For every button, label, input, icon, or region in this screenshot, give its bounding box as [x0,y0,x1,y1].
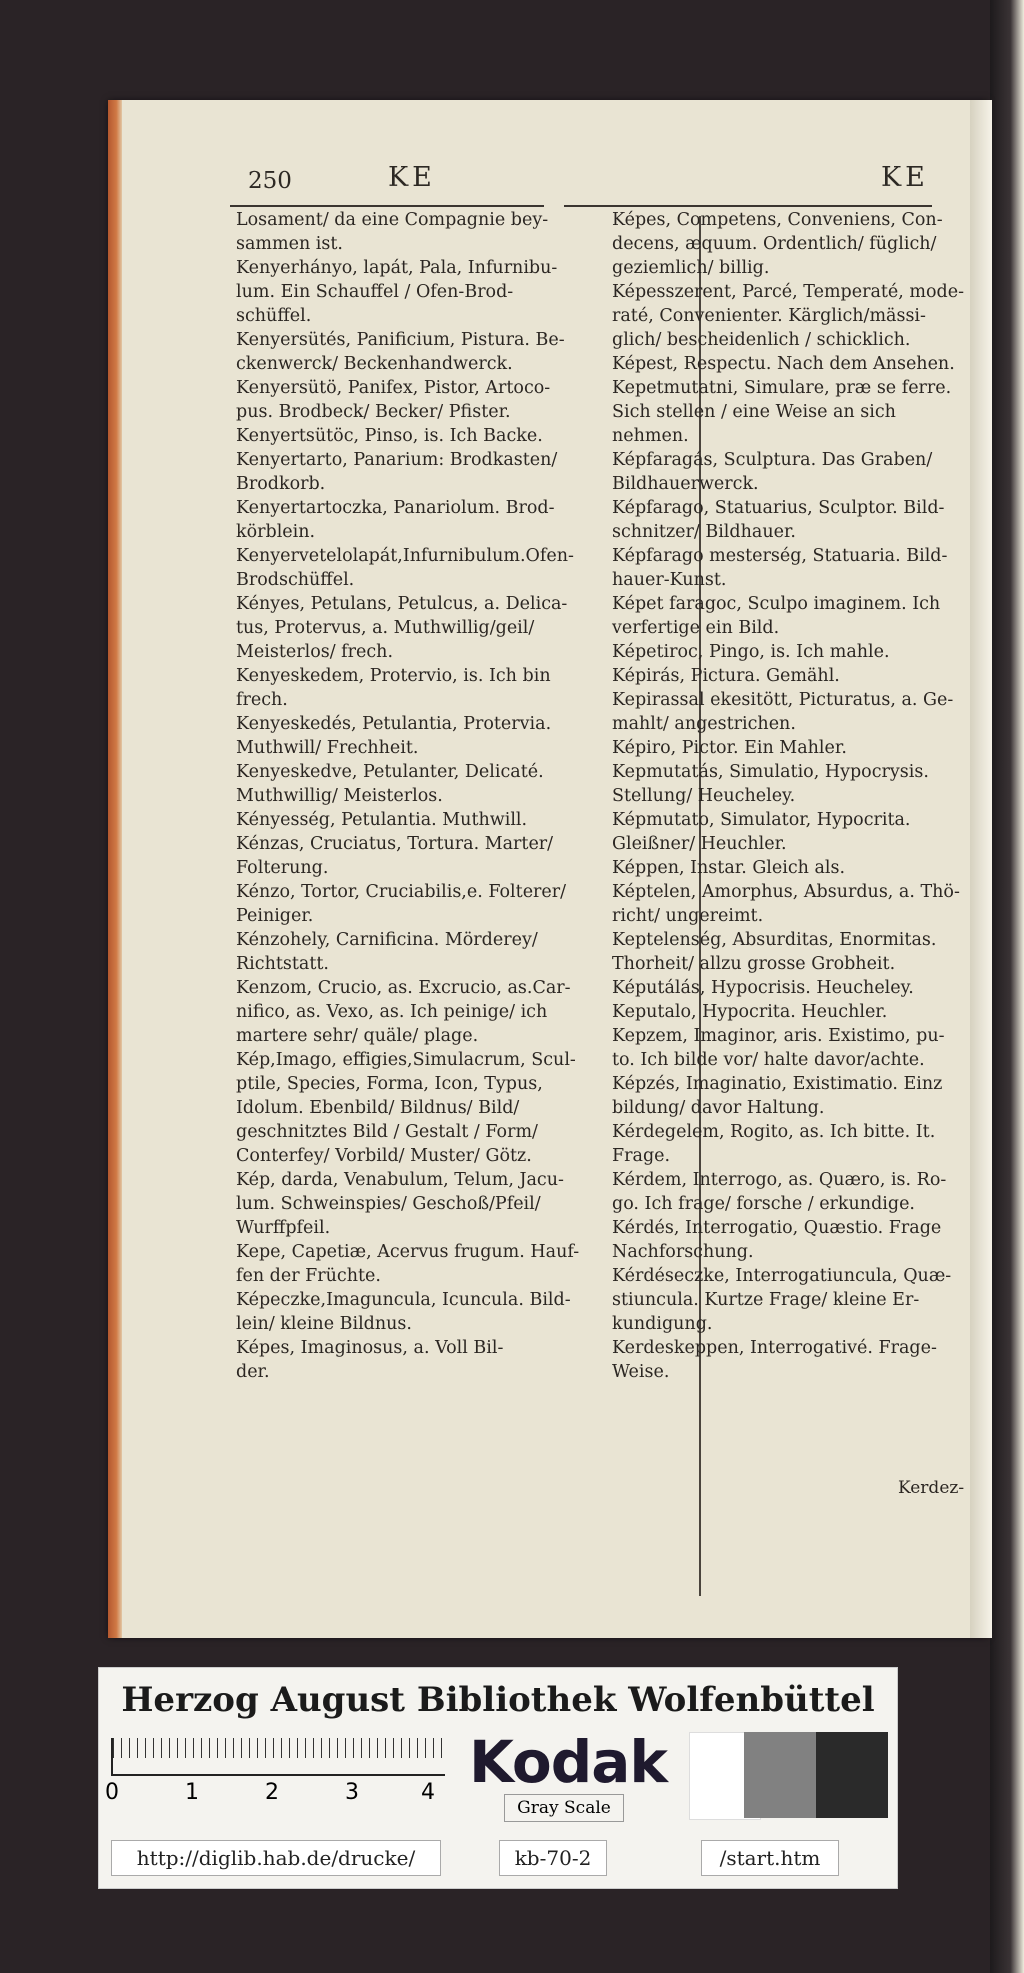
dictionary-line: Peiniger. [236,906,314,926]
dictionary-line: Kérdés, Interrogatio, Quæstio. Frage [612,1218,942,1238]
dictionary-line: geziemlich/ billig. [612,258,770,278]
ruler-labels [105,1780,435,1808]
dictionary-line: Kenyertsütöc, Pinso, is. Ich Backe. [236,426,543,446]
dictionary-line: Gleißner/ Heuchler. [612,834,787,854]
dictionary-line: Muthwill/ Frechheit. [236,738,419,758]
gray-swatch [744,1732,816,1818]
dictionary-line: martere sehr/ quäle/ plage. [236,1026,479,1046]
dictionary-line: kundigung. [612,1314,713,1334]
header-rule-left [230,205,544,207]
dictionary-line: hauer-Kunst. [612,570,727,590]
dictionary-line: Nachforschung. [612,1242,754,1262]
dictionary-line: Wurffpfeil. [236,1218,331,1238]
dictionary-line: Képfarago mesterség, Statuaria. Bild- [612,546,948,566]
dictionary-line: Kenyersütö, Panifex, Pistor, Artoco- [236,378,551,398]
dictionary-line: Bildhauerwerck. [612,474,759,494]
dictionary-line: Kenzom, Crucio, as. Excrucio, as.Car- [236,978,571,998]
running-head-left: KE [388,162,436,193]
dictionary-line: Kénzohely, Carnificina. Mörderey/ [236,930,538,950]
dictionary-line: Képesszerent, Parcé, Temperaté, mode- [612,282,965,302]
dictionary-line: Képiro, Pictor. Ein Mahler. [612,738,847,758]
dictionary-line: Kepetmutatni, Simulare, præ se ferre. [612,378,952,398]
dictionary-line: Képfarago, Statuarius, Sculptor. Bild- [612,498,945,518]
dictionary-line: Kenyersütés, Panificium, Pistura. Be- [236,330,565,350]
right-column [612,208,978,1384]
ruler-label: 4 [421,1780,435,1805]
dictionary-line: Képmutato, Simulator, Hypocrita. [612,810,911,830]
measure-ruler [111,1738,443,1774]
ruler-label: 3 [345,1780,359,1805]
dictionary-line: Kepirassal ekesitött, Picturatus, a. Ge- [612,690,954,710]
dictionary-line: Keptelenség, Absurditas, Enormitas. [612,930,937,950]
dictionary-line: Képutálás, Hypocrisis. Heucheley. [612,978,914,998]
dictionary-line: nehmen. [612,426,689,446]
dictionary-line: Képeczke,Imaguncula, Icuncula. Bild- [236,1290,571,1310]
dictionary-line: Képfaragás, Sculptura. Das Graben/ [612,450,933,470]
dictionary-line: Keputalo, Hypocrita. Heuchler. [612,1002,888,1022]
running-head-right: KE [881,162,929,193]
url-prefix[interactable]: http://diglib.hab.de/drucke/ [111,1840,441,1876]
dictionary-line: frech. [236,690,288,710]
dictionary-line: Frage. [612,1146,671,1166]
dictionary-line: Kenyertarto, Panarium: Brodkasten/ [236,450,558,470]
ruler-label: 1 [185,1780,199,1805]
dictionary-line: Kényesség, Petulantia. Muthwill. [236,810,528,830]
dictionary-line: lum. Schweinspies/ Geschoß/Pfeil/ [236,1194,541,1214]
dictionary-line: Idolum. Ebenbild/ Bildnus/ Bild/ [236,1098,520,1118]
dictionary-line: Weise. [612,1362,670,1382]
dictionary-line: Kerdeskeppen, Interrogativé. Frage- [612,1338,937,1358]
dictionary-line: raté, Convenienter. Kärglich/mässi- [612,306,926,326]
dictionary-line: Brodkorb. [236,474,326,494]
library-color-card [98,1667,898,1889]
dictionary-line: Kép,Imago, effigies,Simulacrum, Scul- [236,1050,576,1070]
black-swatch [816,1732,888,1818]
dictionary-line: Kenyerhányo, lapát, Pala, Infurnibu- [236,258,558,278]
dictionary-line: Kérdegelem, Rogito, as. Ich bitte. It. [612,1122,936,1142]
dictionary-line: Kepzem, Imaginor, aris. Existimo, pu- [612,1026,945,1046]
dictionary-line: Conterfey/ Vorbild/ Muster/ Götz. [236,1146,532,1166]
dictionary-line: Richtstatt. [236,954,329,974]
dictionary-line: Kérdéseczke, Interrogatiuncula, Quæ- [612,1266,952,1286]
dictionary-line: Kepe, Capetiæ, Acervus frugum. Hauf- [236,1242,580,1262]
dictionary-line: verfertige ein Bild. [612,618,780,638]
dictionary-line: Kénzas, Cruciatus, Tortura. Marter/ [236,834,554,854]
dictionary-line: bildung/ davor Haltung. [612,1098,825,1118]
dictionary-line: Képet faragoc, Sculpo imaginem. Ich [612,594,941,614]
dictionary-line: Thorheit/ allzu grosse Grobheit. [612,954,896,974]
dictionary-line: Képzés, Imaginatio, Existimatio. Einz [612,1074,943,1094]
dictionary-line: der. [236,1362,270,1382]
scan-background-strip [990,0,1024,1973]
dictionary-line: ptile, Species, Forma, Icon, Typus, [236,1074,543,1094]
shelfmark[interactable]: kb-70-2 [499,1840,607,1876]
dictionary-line: Kénzo, Tortor, Cruciabilis,e. Folterer/ [236,882,567,902]
dictionary-line: Képes, Imaginosus, a. Voll Bil- [236,1338,504,1358]
dictionary-line: schüffel. [236,306,312,326]
dictionary-line: Folterung. [236,858,329,878]
ruler-label: 2 [265,1780,279,1805]
dictionary-line: Brodschüffel. [236,570,355,590]
dictionary-line: Kérdem, Interrogo, as. Quæro, is. Ro- [612,1170,947,1190]
dictionary-line: Kenyeskedem, Protervio, is. Ich bin [236,666,551,686]
header-rule-right [564,205,932,207]
dictionary-line: Képtelen, Amorphus, Absurdus, a. Thö- [612,882,960,902]
page-header [248,162,1024,202]
dictionary-line: Muthwillig/ Meisterlos. [236,786,443,806]
dictionary-line: glich/ bescheidenlich / schicklich. [612,330,911,350]
dictionary-line: Kepmutatás, Simulatio, Hypocrysis. [612,762,929,782]
dictionary-line: Képirás, Pictura. Gemähl. [612,666,840,686]
dictionary-line: Sich stellen / eine Weise an sich [612,402,896,422]
dictionary-line: Losament/ da eine Compagnie bey- [236,210,549,230]
dictionary-line: to. Ich bilde vor/ halte davor/achte. [612,1050,925,1070]
catchword: Kerdez- [898,1478,965,1498]
ruler-baseline [111,1774,445,1776]
dictionary-line: Stellung/ Heucheley. [612,786,796,806]
dictionary-line: körblein. [236,522,316,542]
library-title: Herzog August Bibliothek Wolfenbüttel [121,1680,875,1720]
dictionary-line: Meisterlos/ frech. [236,642,394,662]
page-spine-edge [108,100,122,1638]
ruler-label: 0 [105,1780,119,1805]
dictionary-line: pus. Brodbeck/ Becker/ Pfister. [236,402,511,422]
dictionary-line: lum. Ein Schauffel / Ofen-Brod- [236,282,514,302]
book-page [108,100,988,1638]
dictionary-line: sammen ist. [236,234,343,254]
dictionary-line: Képest, Respectu. Nach dem Ansehen. [612,354,955,374]
dictionary-line: nifico, as. Vexo, as. Ich peinige/ ich [236,1002,548,1022]
page-number: 250 [248,168,292,194]
gray-scale-label: Gray Scale [504,1794,624,1822]
dictionary-line: Kenyertartoczka, Panariolum. Brod- [236,498,555,518]
dictionary-line: decens, æquum. Ordentlich/ füglich/ [612,234,937,254]
dictionary-line: Kenyeskedés, Petulantia, Protervia. [236,714,552,734]
url-suffix[interactable]: /start.htm [701,1840,839,1876]
dictionary-line: go. Ich frage/ forsche / erkundige. [612,1194,915,1214]
dictionary-line: Kenyeskedve, Petulanter, Delicaté. [236,762,544,782]
dictionary-line: lein/ kleine Bildnus. [236,1314,412,1334]
dictionary-line: schnitzer/ Bildhauer. [612,522,796,542]
dictionary-line: Képes, Competens, Conveniens, Con- [612,210,943,230]
dictionary-line: Képetiroc, Pingo, is. Ich mahle. [612,642,890,662]
dictionary-line: fen der Früchte. [236,1266,381,1286]
dictionary-line: geschnitztes Bild / Gestalt / Form/ [236,1122,538,1142]
dictionary-line: richt/ ungereimt. [612,906,764,926]
kodak-logo: Kodak [469,1728,667,1796]
dictionary-line: ckenwerck/ Beckenhandwerck. [236,354,513,374]
dictionary-line: stiuncula. Kurtze Frage/ kleine Er- [612,1290,920,1310]
dictionary-line: Kenyervetelolapát,Infurnibulum.Ofen- [236,546,574,566]
dictionary-line: Kép, darda, Venabulum, Telum, Jacu- [236,1170,564,1190]
dictionary-line: tus, Protervus, a. Muthwillig/geil/ [236,618,535,638]
dictionary-line: Kényes, Petulans, Petulcus, a. Delica- [236,594,568,614]
dictionary-line: Képpen, Instar. Gleich als. [612,858,846,878]
dictionary-line: mahlt/ angestrichen. [612,714,796,734]
